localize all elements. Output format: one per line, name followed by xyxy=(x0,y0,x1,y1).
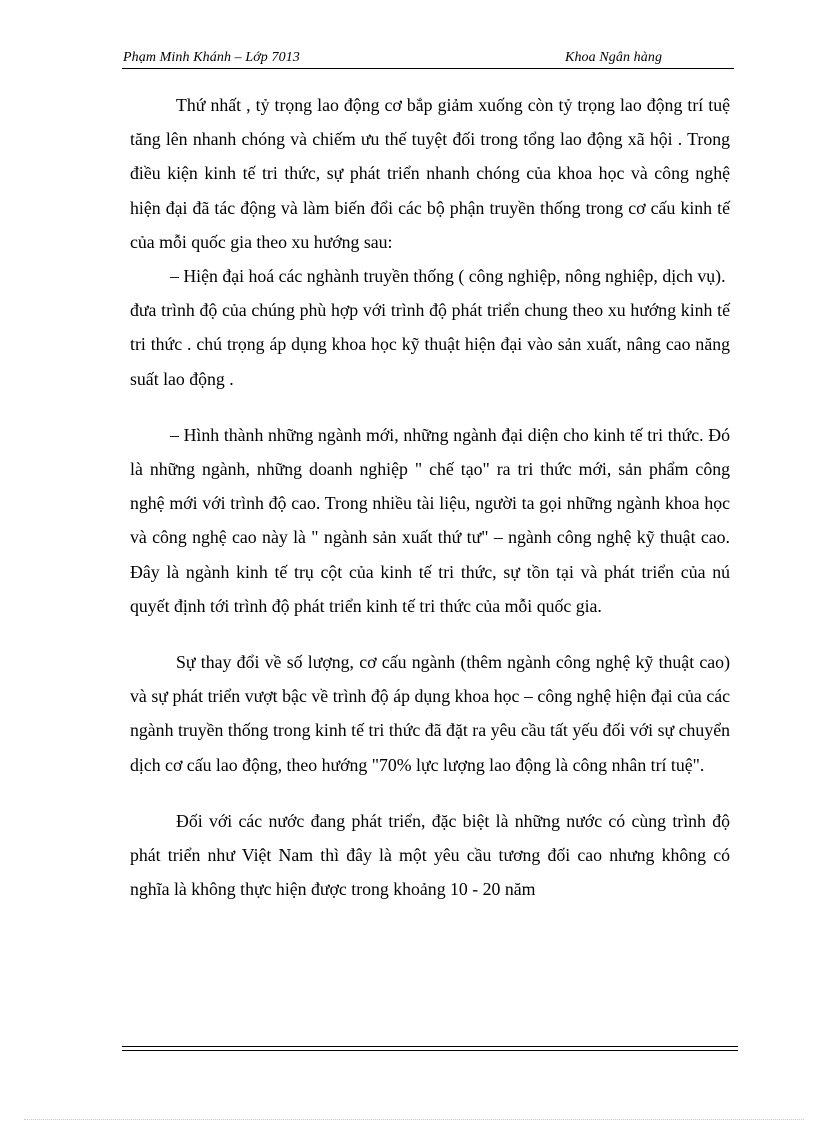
paragraph-gap xyxy=(130,396,730,418)
header-faculty: Khoa Ngân hàng xyxy=(565,50,663,65)
page-header xyxy=(123,50,733,70)
paragraph-modernize: – Hiện đại hoá các nghành truyền thống ( công nghiệp, nông nghiệp, dịch vụ). xyxy=(170,266,726,287)
paragraph-gap xyxy=(130,782,730,804)
paragraph-gap xyxy=(130,623,730,645)
paragraph-change: Sự thay đổi về số lượng, cơ cấu ngành (thêm ngành công nghệ kỹ thuật cao) và sự phát triển vượt bậc về trình độ áp dụng khoa học – công nghệ hiện đại của các ngành truyền thống trong kinh tế tri thức đã đặt ra yêu cầu tất yếu đối với sự chuyển dịch cơ cấu lao động, theo hướng "70% lực lượng lao động là công nhân trí tuệ". xyxy=(130,652,730,775)
paragraph-first: Thứ nhất , tỷ trọng lao động cơ bắp giảm xuống còn tỷ trọng lao động trí tuệ tăng lên nhanh chóng và chiếm ưu thế tuyệt đối trong tổng lao động xã hội . Trong điều kiện kinh tế tri thức, sự phát triển nhanh chóng của khoa học và công nghệ hiện đại đã tác động và làm biến đổi các bộ phận truyền thống trong cơ cấu kinh tế của mỗi quốc gia theo xu hướng sau: xyxy=(130,95,730,252)
paragraph-new-industries: – Hình thành những ngành mới, những ngành đại diện cho kinh tế tri thức. Đó là những ngành, những doanh nghiệp " chế tạo" ra tri thức mới, sản phẩm công nghệ mới với trình độ cao. Trong nhiều tài liệu, người ta gọi những ngành khoa học và công nghệ cao này là " ngành sản xuất thứ tư" – ngành công nghệ kỹ thuật cao. Đây là ngành kinh tế trụ cột của kinh tế tri thức, sự tồn tại và phát triển của nú quyết định tới trình độ phát triển kinh tế tri thức của mỗi quốc gia. xyxy=(130,424,730,616)
header-author-class: Phạm Minh Khánh – Lớp 7013 xyxy=(123,50,300,65)
page-bottom-border xyxy=(24,1119,804,1120)
paragraph-bring-level: đưa trình độ của chúng phù hợp với trình độ phát triển chung theo xu hướng kinh tế tri thức . chú trọng áp dụng khoa học kỹ thuật hiện đại vào sản xuất, nâng cao năng suất lao động . xyxy=(130,300,730,389)
document-body xyxy=(130,88,730,906)
paragraph-developing-countries: Đối với các nước đang phát triển, đặc biệt là những nước có cùng trình độ phát triển như Việt Nam thì đây là một yêu cầu tương đối cao nhưng không có nghĩa là không thực hiện được trong khoảng 10 - 20 năm xyxy=(130,810,730,900)
header-rule xyxy=(122,68,734,69)
footer-rule xyxy=(122,1046,738,1051)
